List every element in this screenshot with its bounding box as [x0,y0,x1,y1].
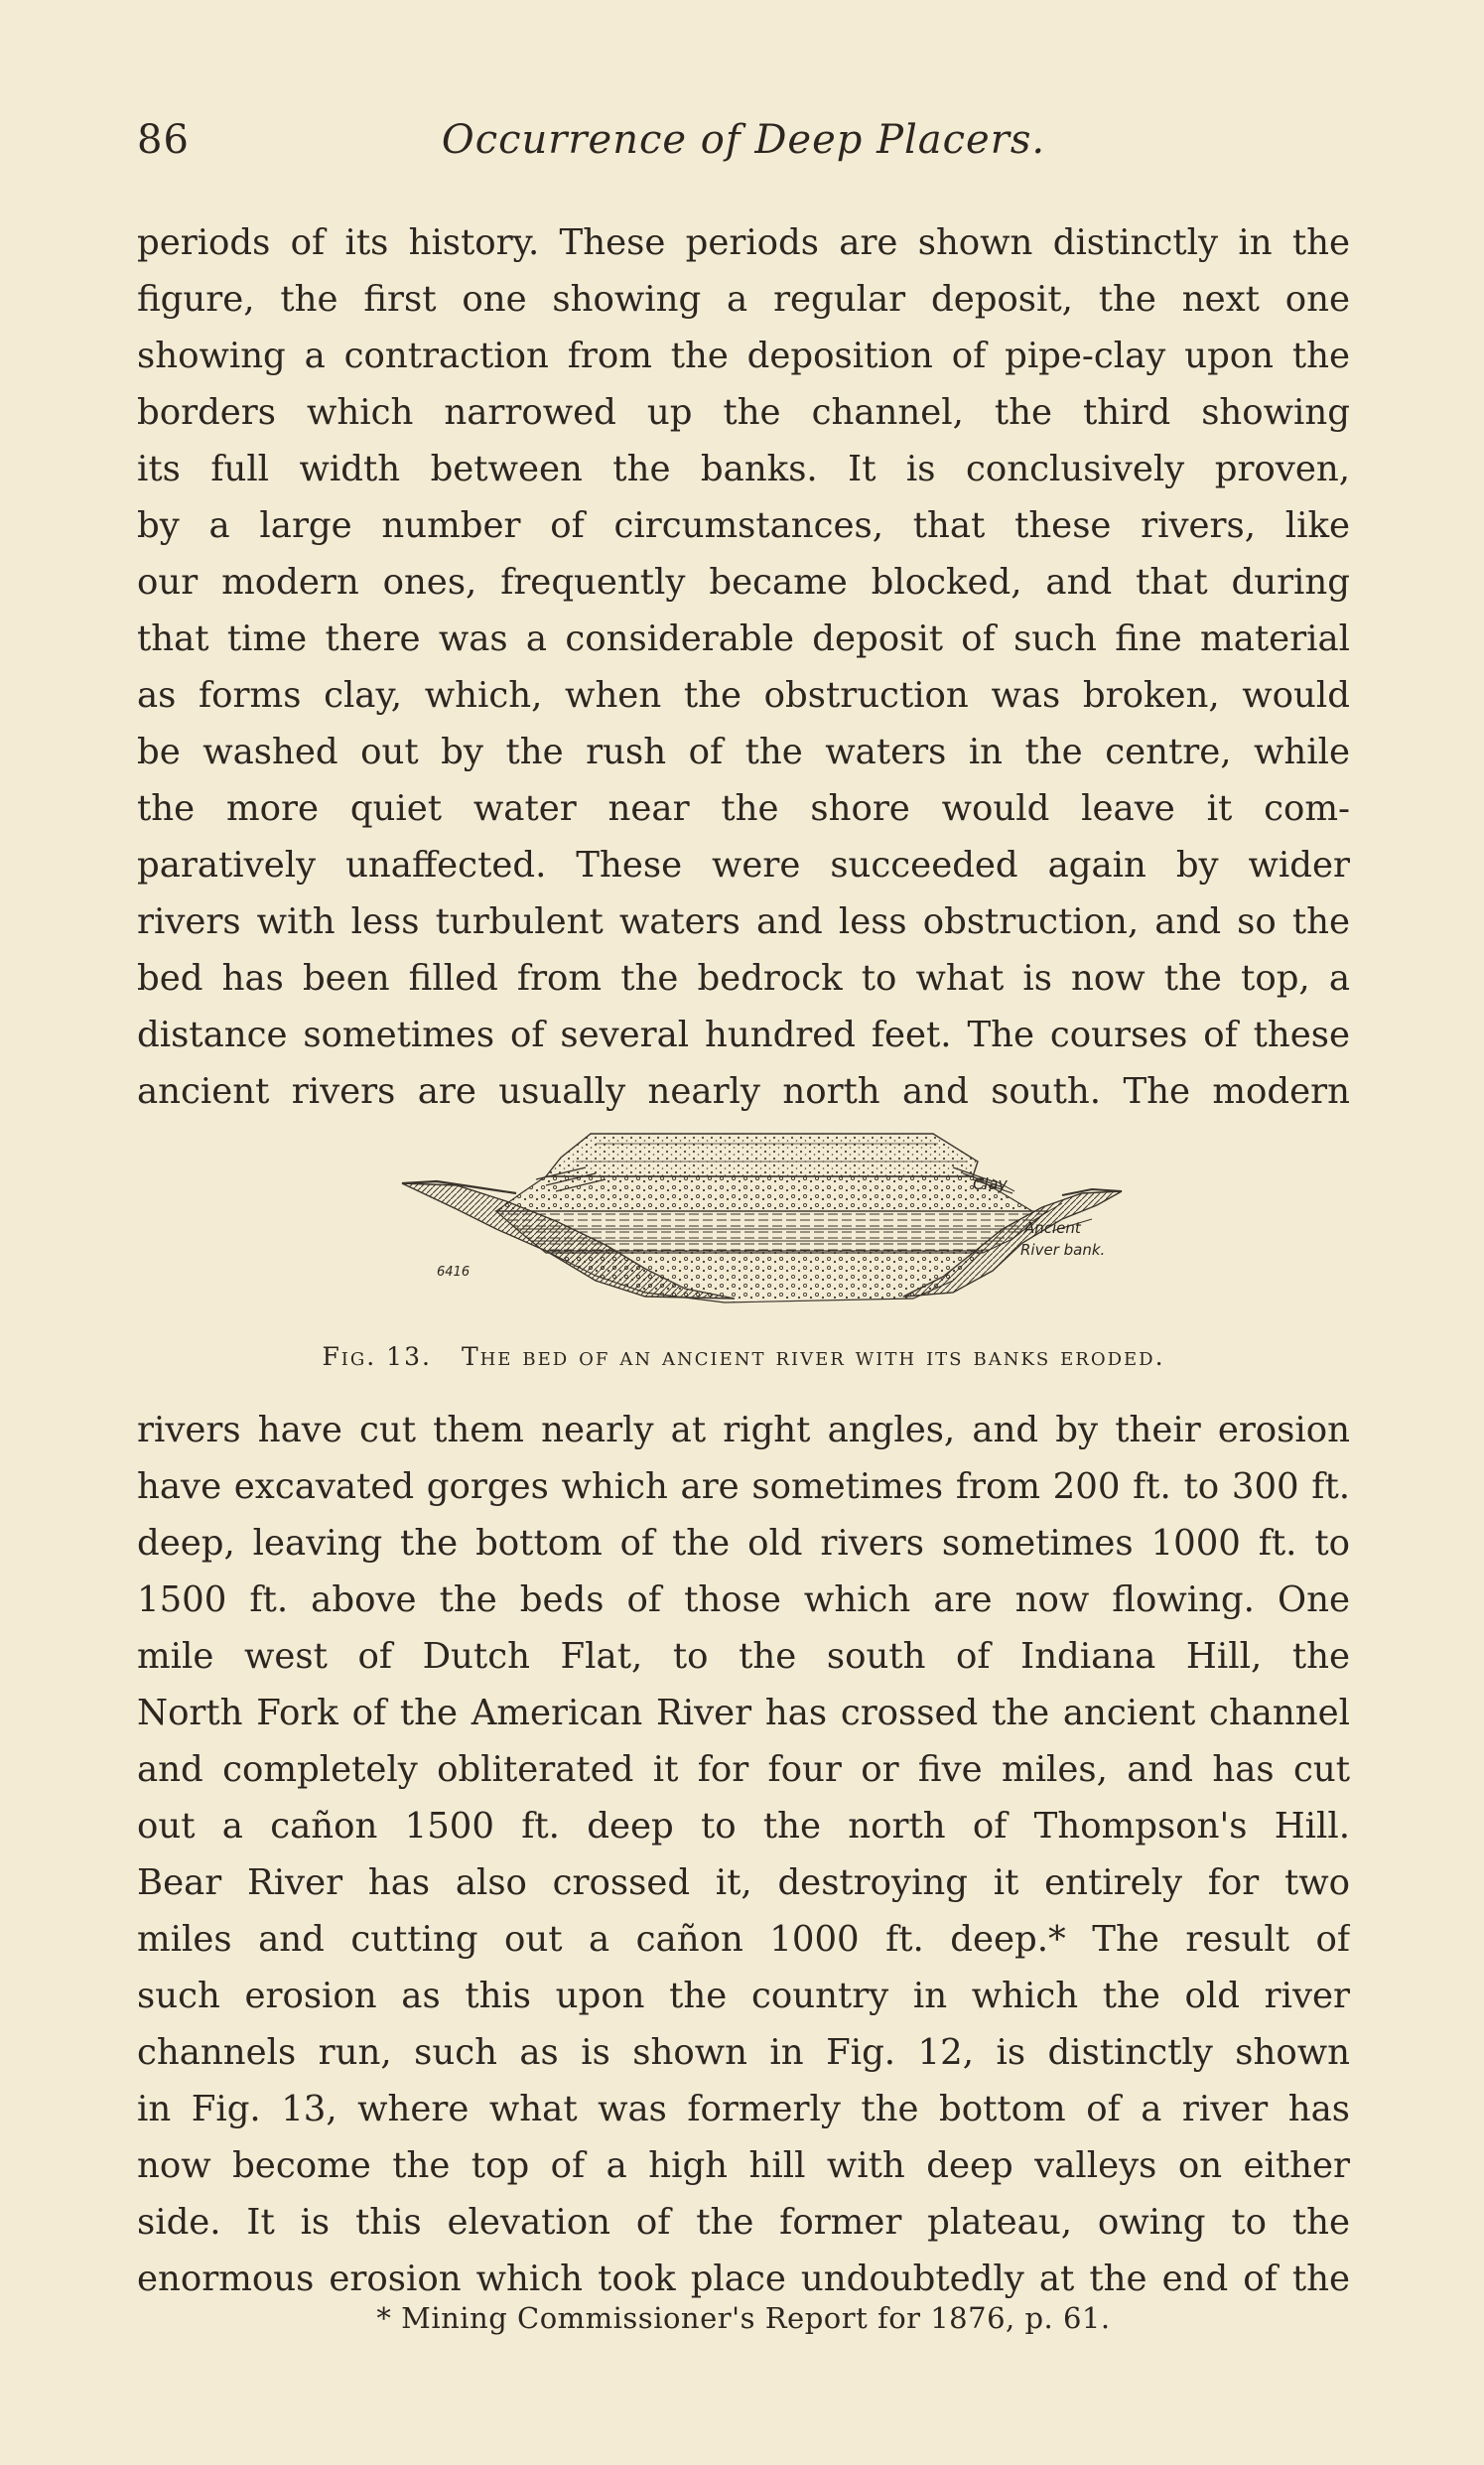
footnote: * Mining Commissioner's Report for 1876, p. 61. [376,2301,1111,2335]
text-line: by a large number of circumstances, that these rivers, like [137,505,1350,546]
figure-caption-label: Fig. 13. [322,1342,432,1371]
text-line: borders which narrowed up the channel, the third showing [137,392,1350,433]
text-line: figure, the first one showing a regular deposit, the next one [137,279,1350,320]
text-line: 1500 ft. above the beds of those which are now flowing. One [137,1579,1350,1620]
text-line: its full width between the banks. It is conclusively proven, [137,449,1350,489]
river-bed-illustration [397,1122,1132,1320]
text-line: now become the top of a high hill with deep valleys on either [137,2145,1350,2186]
text-line: such erosion as this upon the country in which the old river [137,1976,1350,2016]
figure-caption-text: The bed of an ancient river with its banks eroded. [461,1342,1165,1371]
figure-caption [137,1342,1350,1371]
text-line: North Fork of the American River has crossed the ancient channel [137,1693,1350,1733]
text-line: showing a contraction from the deposition of pipe-clay upon the [137,336,1350,376]
running-title: Occurrence of Deep Placers. [441,117,1046,163]
text-line: distance sometimes of several hundred feet. The courses of these [137,1015,1350,1055]
body-text-top [137,214,1350,1120]
text-line: have excavated gorges which are sometimes from 200 ft. to 300 ft. [137,1466,1350,1507]
text-line: in Fig. 13, where what was formerly the bottom of a river has [137,2089,1350,2129]
text-line: and completely obliterated it for four or five miles, and has cut [137,1749,1350,1790]
text-line: side. It is this elevation of the former plateau, owing to the [137,2202,1350,2243]
text-line: Bear River has also crossed it, destroying it entirely for two [137,1862,1350,1903]
text-line: rivers have cut them nearly at right angles, and by their erosion [137,1410,1350,1450]
text-line: channels run, such as is shown in Fig. 12, is distinctly shown [137,2032,1350,2073]
text-line: bed has been filled from the bedrock to what is now the top, a [137,958,1350,999]
text-line: as forms clay, which, when the obstruction was broken, would [137,675,1350,716]
text-line: that time there was a considerable deposit of such fine material [137,618,1350,659]
text-line: enormous erosion which took place undoubtedly at the end of the [137,2259,1350,2299]
body-text-bottom [137,1402,1350,2307]
page-number: 86 [137,117,190,163]
figure-label-ancient: Ancient [1024,1219,1081,1237]
text-line: miles and cutting out a cañon 1000 ft. deep.* The result of [137,1919,1350,1960]
text-line: deep, leaving the bottom of the old rivers sometimes 1000 ft. to [137,1523,1350,1564]
figure-engraver-number: 6416 [437,1265,471,1280]
page-header [137,117,1350,177]
text-line: paratively unaffected. These were succeeded again by wider [137,845,1350,886]
text-line: periods of its history. These periods are shown distinctly in the [137,222,1350,263]
text-line: mile west of Dutch Flat, to the south of Indiana Hill, the [137,1636,1350,1677]
text-line: rivers with less turbulent waters and less obstruction, and so the [137,901,1350,942]
figure-label-river-bank: River bank. [1020,1241,1106,1259]
text-line: the more quiet water near the shore would leave it com- [137,788,1350,829]
text-line: out a cañon 1500 ft. deep to the north of Thompson's Hill. [137,1806,1350,1847]
text-line: ancient rivers are usually nearly north and south. The modern [137,1071,1350,1112]
text-line: our modern ones, frequently became blocked, and that during [137,562,1350,603]
figure-ancient-river-bed [397,1122,1132,1320]
text-line: be washed out by the rush of the waters in the centre, while [137,732,1350,772]
figure-label-clay: Clay [973,1174,1008,1193]
